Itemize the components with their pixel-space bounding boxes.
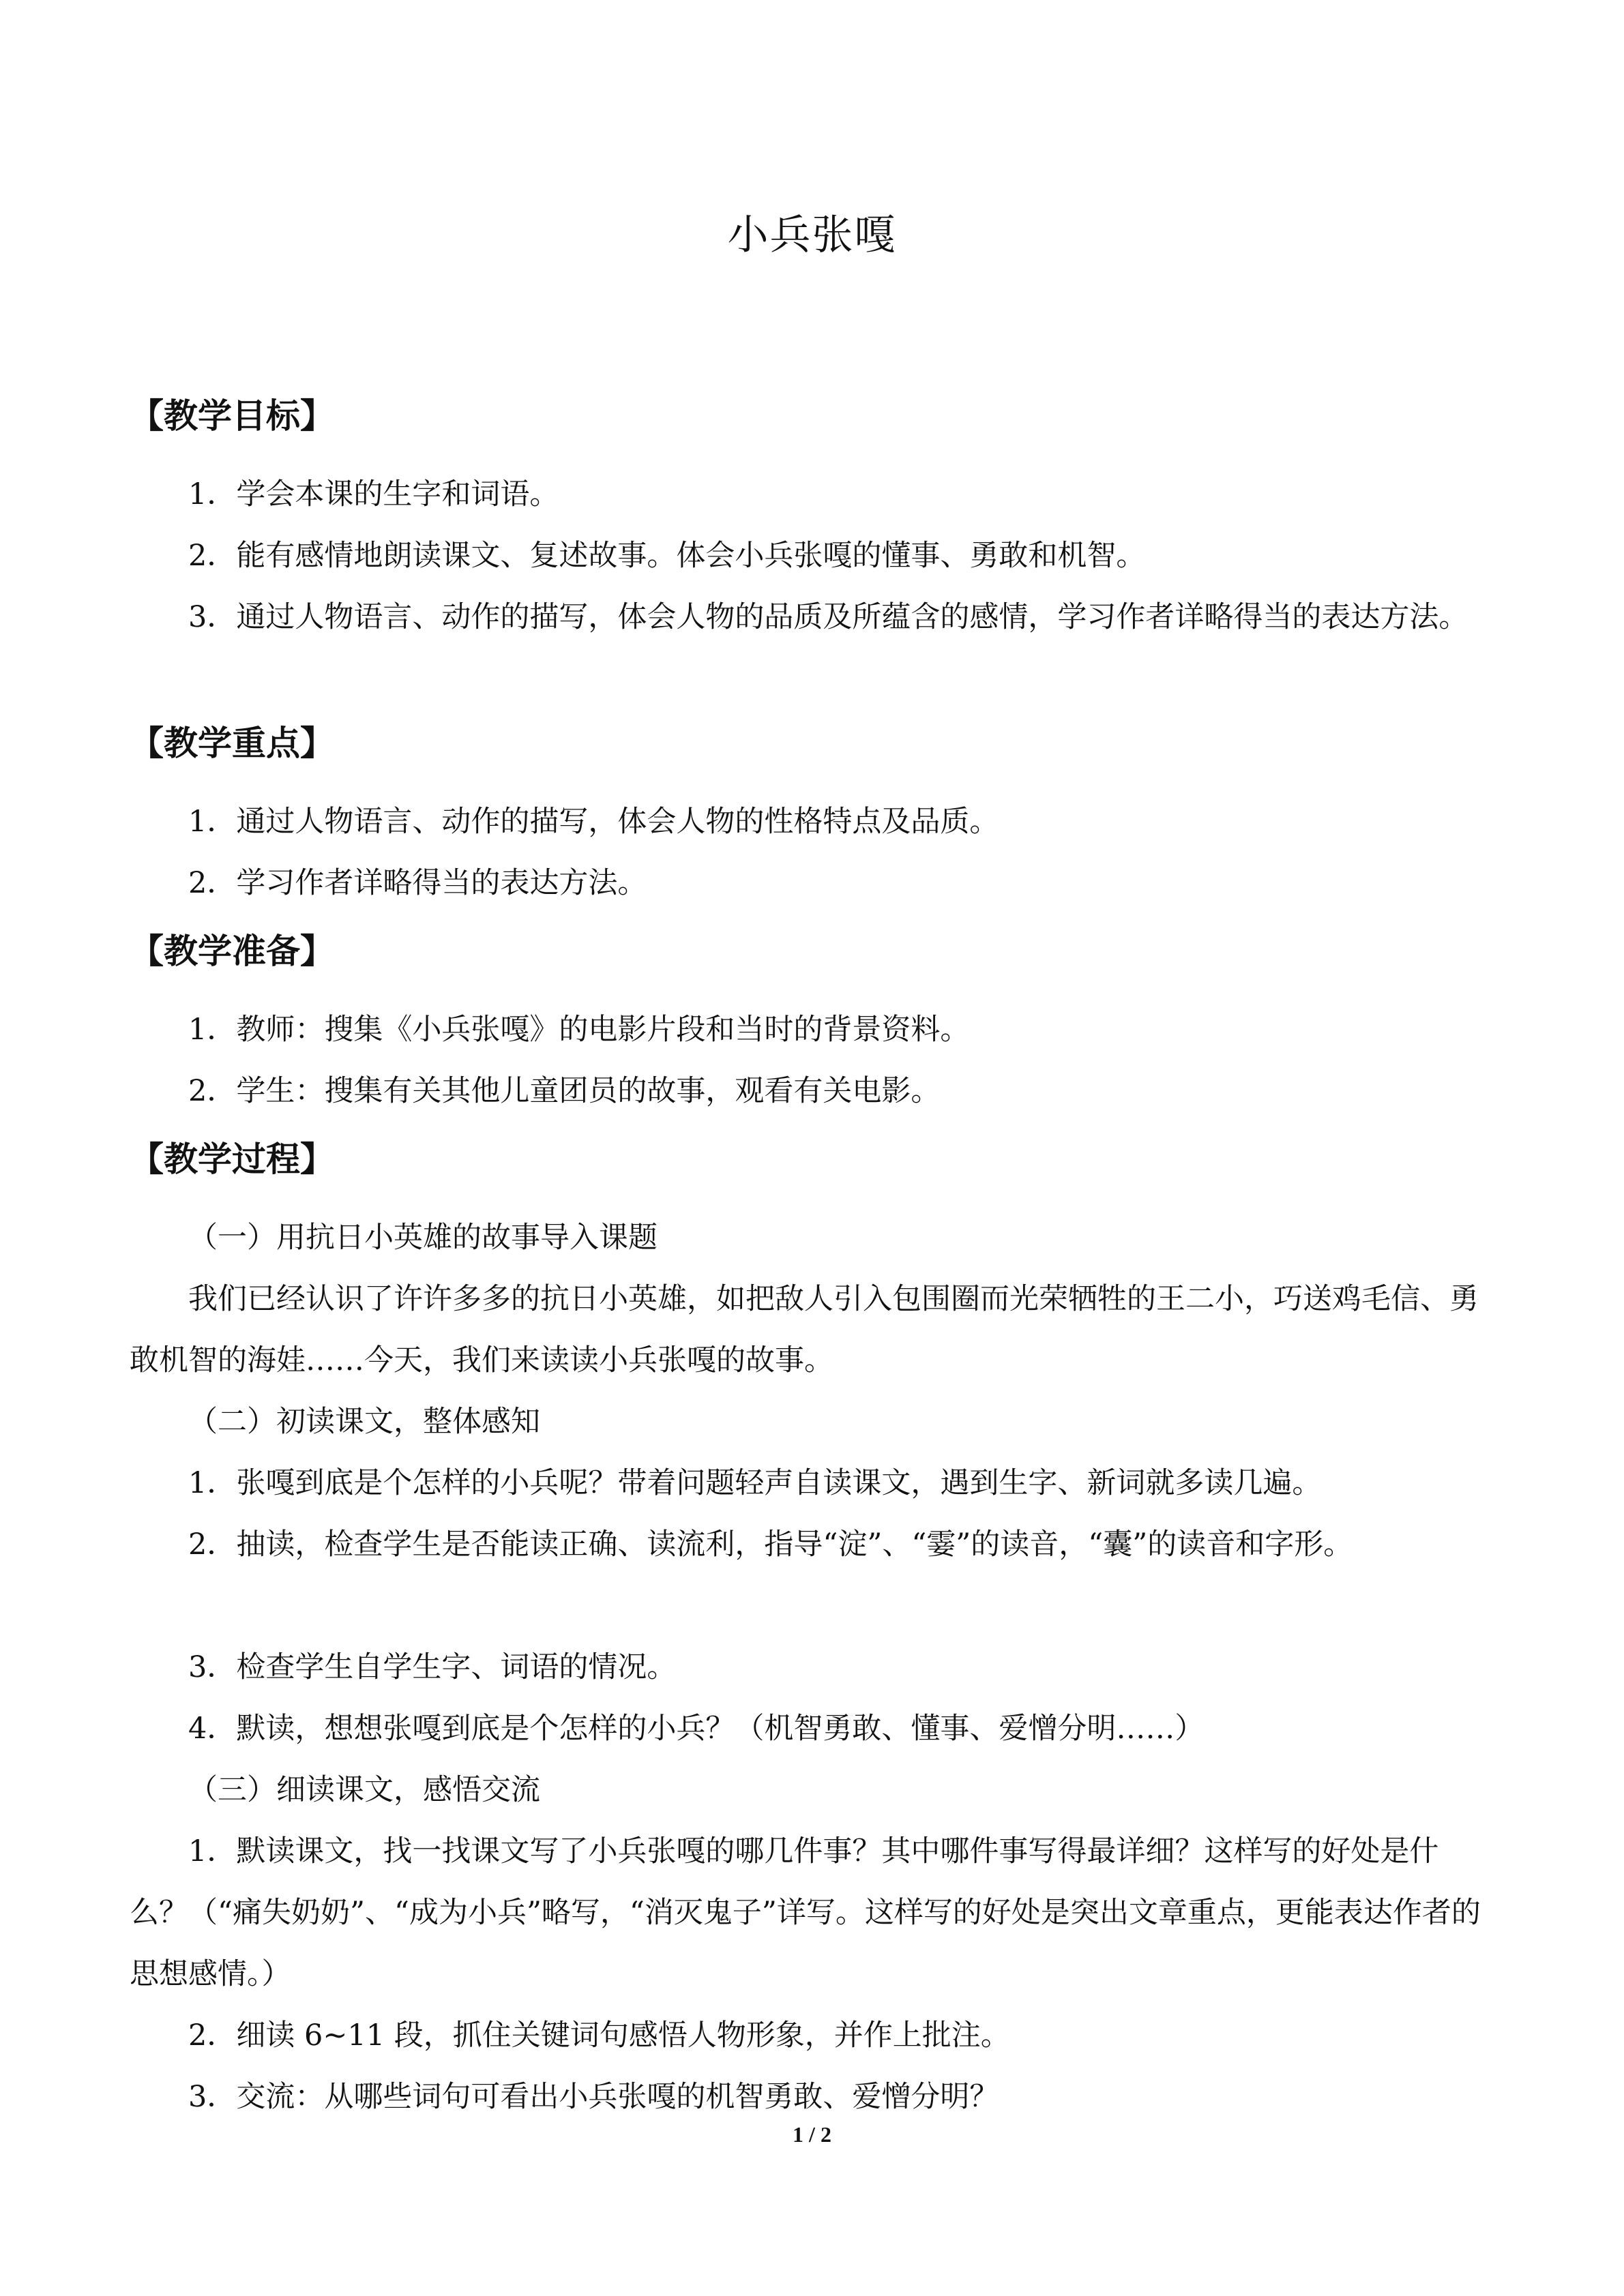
page-number: 1 / 2: [793, 2122, 831, 2147]
process-step-2-3: 3．检查学生自学生字、词语的情况。: [188, 1650, 677, 1684]
focus-item-1: 1．通过人物语言、动作的描写，体会人物的性格特点及品质。: [188, 805, 999, 839]
document-title: 小兵张嘎: [727, 211, 897, 259]
process-paragraph-intro: 我们已经认识了许许多多的抗日小英雄，如把敌人引入包围圈而光荣牺牲的王二小，巧送鸡毛信、勇敢机智的海娃……今天，我们来读读小兵张嘎的故事。: [130, 1282, 1479, 1377]
prep-item-2: 2．学生：搜集有关其他儿童团员的故事，观看有关电影。: [188, 1074, 941, 1108]
goals-item-1: 1．学会本课的生字和词语。: [188, 477, 559, 511]
goals-item-2: 2．能有感情地朗读课文、复述故事。体会小兵张嘎的懂事、勇敢和机智。: [188, 539, 1146, 573]
process-step-3-2: 2．细读 6~11 段，抓住关键词句感悟人物形象，并作上批注。: [188, 2018, 1010, 2053]
section-heading-prep: 【教学准备】: [130, 931, 334, 971]
section-heading-goals: 【教学目标】: [130, 396, 334, 436]
process-step-2-4: 4．默读，想想张嘎到底是个怎样的小兵？（机智勇敢、懂事、爱憎分明……）: [188, 1712, 1205, 1746]
process-step-3-3: 3．交流：从哪些词句可看出小兵张嘎的机智勇敢、爱憎分明？: [188, 2080, 999, 2114]
prep-item-1: 1．教师：搜集《小兵张嘎》的电影片段和当时的背景资料。: [188, 1013, 970, 1047]
process-subheading-3: （三）细读课文，感悟交流: [188, 1773, 540, 1807]
process-step-2-1: 1．张嘎到底是个怎样的小兵呢？带着问题轻声自读课文，遇到生字、新词就多读几遍。: [188, 1466, 1322, 1500]
focus-item-2: 2．学习作者详略得当的表达方法。: [188, 866, 647, 900]
section-heading-process: 【教学过程】: [130, 1139, 334, 1179]
section-heading-focus: 【教学重点】: [130, 724, 334, 763]
goals-item-3: 3．通过人物语言、动作的描写，体会人物的品质及所蕴含的感情，学习作者详略得当的表达方法。: [188, 600, 1468, 634]
process-step-3-1: 1．默读课文，找一找课文写了小兵张嘎的哪几件事？其中哪件事写得最详细？这样写的好处是什么？（“痛失奶奶”、“成为小兵”略写，“消灭鬼子”详写。这样写的好处是突出文章重点，更能表达作者的思想感情。）: [130, 1834, 1481, 1991]
process-subheading-2: （二）初读课文，整体感知: [188, 1405, 540, 1439]
process-step-2-2: 2．抽读，检查学生是否能读正确、读流利，指导“淀”、“霎”的读音，“囊”的读音和字形。: [188, 1527, 1353, 1562]
process-subheading-1: （一）用抗日小英雄的故事导入课题: [188, 1221, 658, 1255]
